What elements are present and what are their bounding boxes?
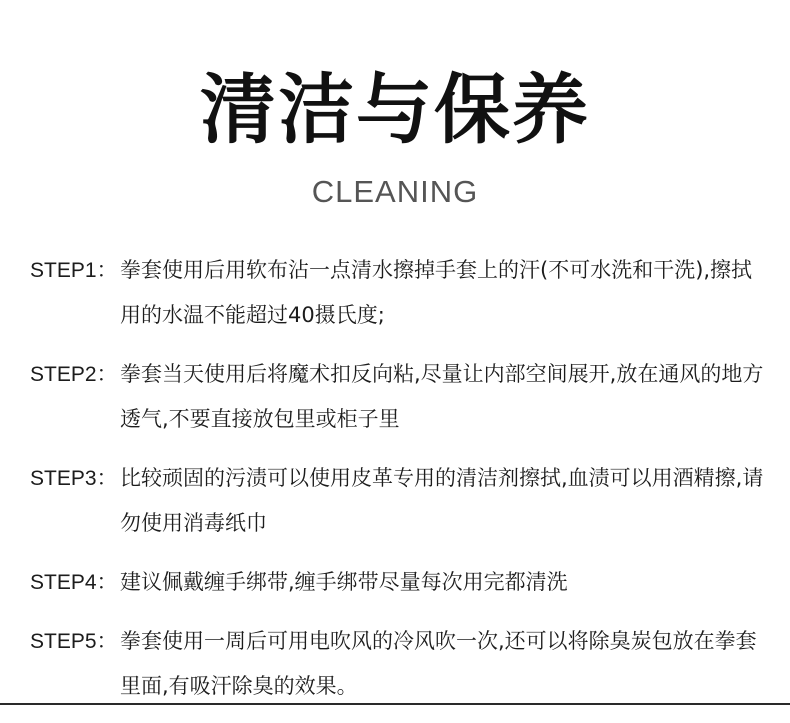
step-text: 比较顽固的污渍可以使用皮革专用的清洁剂擦拭,血渍可以用酒精擦,请勿使用消毒纸巾 <box>120 466 764 535</box>
step-item-5 <box>30 619 770 709</box>
page-subtitle: CLEANING <box>311 174 479 209</box>
step-text: 拳套当天使用后将魔术扣反向粘,尽量让内部空间展开,放在通风的地方透气,不要直接放包里或柜子里 <box>120 362 764 431</box>
step-item-2 <box>30 352 770 442</box>
page-title: 清洁与保养 <box>200 65 590 154</box>
step-label: STEP4： <box>30 571 118 594</box>
step-text: 拳套使用一周后可用电吹风的冷风吹一次,还可以将除臭炭包放在拳套里面,有吸汗除臭的效果。 <box>120 629 757 698</box>
step-item-1 <box>30 248 770 338</box>
bottom-divider <box>0 703 790 705</box>
cleaning-steps-list <box>30 248 770 723</box>
step-text: 拳套使用后用软布沾一点清水擦掉手套上的汗(不可水洗和干洗),擦拭用的水温不能超过40摄氏度; <box>120 258 753 327</box>
step-label: STEP1： <box>30 259 118 282</box>
step-item-3 <box>30 456 770 546</box>
step-label: STEP3： <box>30 467 118 490</box>
step-text: 建议佩戴缠手绑带,缠手绑带尽量每次用完都清洗 <box>120 570 568 594</box>
step-label: STEP2： <box>30 363 118 386</box>
step-label: STEP5： <box>30 630 118 653</box>
step-item-4 <box>30 560 770 605</box>
